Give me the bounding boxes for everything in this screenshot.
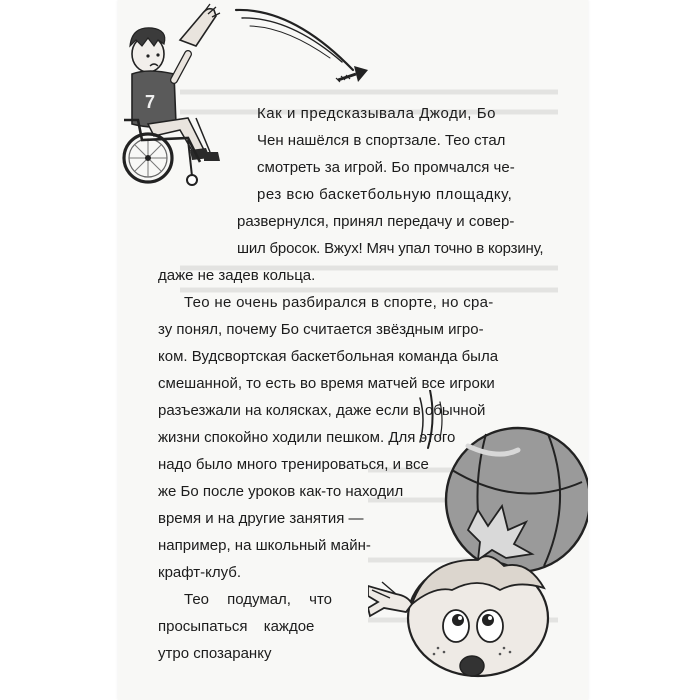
text-line: развернулся, принял передачу и совер-	[237, 213, 515, 230]
text-line: ком. Вудсвортская баскетбольная команда была	[158, 348, 499, 365]
text-line: смотреть за игрой. Бо промчался че-	[257, 159, 515, 176]
text-line: просыпаться каждое	[158, 618, 315, 635]
text-line: утро спозаранку	[158, 645, 272, 662]
text-line: даже не задев кольца.	[158, 267, 316, 284]
text-line: жизни спокойно ходили пешком. Для этого	[158, 429, 456, 446]
text-line: же Бо после уроков как-то находил	[158, 483, 404, 500]
text-line: зу понял, почему Бо считается звёздным игро-	[158, 321, 484, 338]
svg-text:7: 7	[145, 92, 156, 112]
text-line: Как и предсказывала Джоди, Бо	[257, 105, 497, 122]
text-line: время и на другие занятия —	[158, 510, 364, 527]
text-line: надо было много тренироваться, и все	[158, 456, 429, 473]
text-line: крафт-клуб.	[158, 564, 242, 581]
text-line: Чен нашёлся в спортзале. Тео стал	[257, 132, 506, 149]
text-line: шил бросок. Вжух! Мяч упал точно в корзину,	[237, 240, 544, 257]
text-line: Тео подумал, что	[184, 591, 332, 608]
text-line: Тео не очень разбирался в спорте, но сра-	[184, 294, 494, 311]
text-line: разъезжали на колясках, даже если в обычной	[158, 402, 486, 419]
text-line: смешанной, то есть во время матчей все игроки	[158, 375, 495, 392]
book-page	[118, 0, 588, 700]
text-line: например, на школьный майн-	[158, 537, 371, 554]
text-line: рез всю баскетбольную площадку,	[257, 186, 513, 203]
